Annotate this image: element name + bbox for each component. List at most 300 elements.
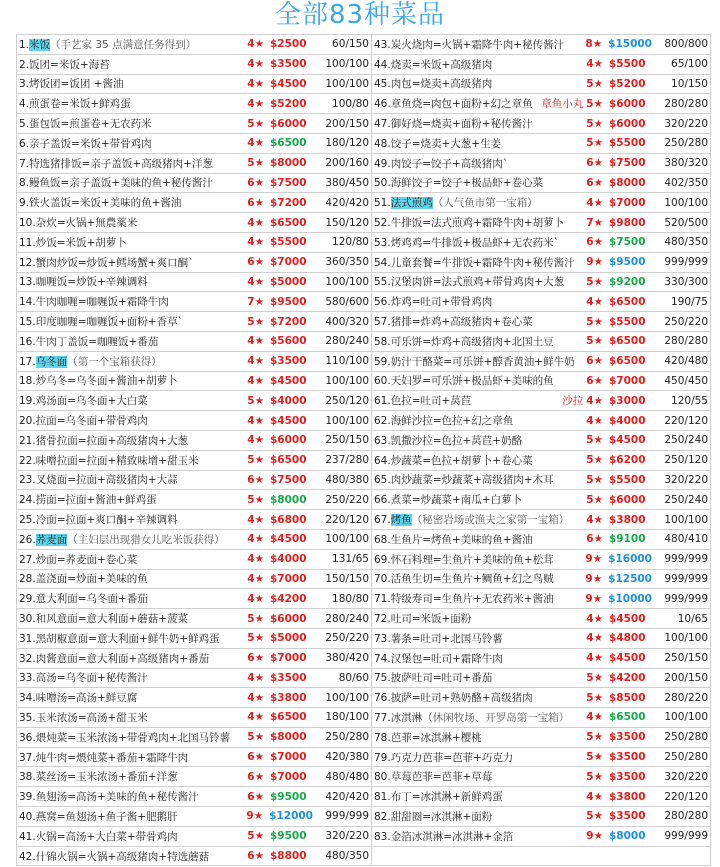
dish-cell	[374, 332, 708, 350]
dish-cell	[19, 530, 369, 548]
dish-entry	[372, 510, 711, 530]
dish-description	[19, 571, 247, 586]
dish-price: $5600	[270, 335, 307, 348]
dish-description	[19, 57, 247, 72]
dish-entry	[17, 589, 372, 609]
dish-fans: 131/65	[332, 553, 369, 566]
dish-entry	[17, 688, 372, 708]
star-rating: 6★	[586, 157, 603, 170]
table-row	[17, 747, 711, 767]
dish-cell	[374, 392, 708, 410]
dish-fans: 280/280	[664, 810, 708, 823]
dish-description	[19, 294, 247, 309]
dish-recipe: 儿童套餐=牛排饭+霜降牛肉+秘传酱汁	[390, 256, 575, 269]
dish-fans: 250/120	[664, 454, 708, 467]
dish-description	[374, 116, 586, 131]
dish-recipe: 生鱼片=烤鱼+美味的鱼+酱油	[390, 533, 533, 546]
dish-cell	[374, 788, 708, 806]
dish-price: $7200	[270, 315, 307, 328]
dish-price: $3500	[270, 355, 307, 368]
star-rating: 4★	[247, 236, 264, 249]
dish-price: $15000	[608, 38, 652, 51]
dish-cell	[374, 352, 708, 370]
dish-recipe: 铁火盖饭=米饭+美味的鱼+酱油	[29, 197, 182, 210]
dish-entry	[372, 411, 711, 431]
dish-cell	[19, 253, 369, 271]
dish-recipe: 叉烧面=拉面+高级猪肉+大蒜	[35, 474, 178, 487]
dish-price: $12000	[269, 810, 313, 823]
dish-description	[19, 175, 247, 190]
star-rating: 5★	[586, 117, 603, 130]
table-row	[17, 767, 711, 787]
dish-entry	[17, 54, 372, 74]
dish-note: （秘密岩场或渔夫之家第一宝箱）	[411, 514, 570, 527]
dish-number: 36.	[19, 731, 36, 744]
dish-price: $10000	[608, 592, 652, 605]
star-rating: 6★	[247, 850, 264, 863]
dish-cell	[19, 134, 369, 152]
dish-price: $5200	[270, 97, 307, 110]
dish-entry	[372, 609, 711, 629]
dish-recipe: 海鲜饺子=饺子+极品虾+卷心菜	[390, 177, 544, 190]
dish-cell	[19, 768, 369, 786]
dish-price: $7000	[270, 652, 307, 665]
dish-cell	[374, 372, 708, 390]
dish-description	[19, 76, 247, 91]
dish-entry	[372, 450, 711, 470]
star-rating: 8★	[585, 38, 603, 51]
dish-entry	[372, 688, 711, 708]
dish-entry	[17, 193, 372, 213]
dish-number: 51.	[374, 197, 391, 210]
dish-number: 13.	[19, 276, 36, 289]
dish-fans: 450/450	[664, 374, 708, 387]
dish-cell	[19, 807, 369, 825]
dish-number: 10.	[19, 217, 36, 230]
dish-number: 67.	[374, 514, 391, 527]
dish-number: 52.	[374, 217, 391, 230]
star-rating: 6★	[586, 533, 603, 546]
dish-entry	[17, 292, 372, 312]
dish-entry	[17, 391, 372, 411]
dish-number: 80.	[374, 771, 391, 784]
dish-recipe: 鸡汤面=乌冬面+大白菜	[35, 395, 148, 408]
dish-number: 4.	[19, 98, 30, 111]
dish-description	[374, 96, 541, 111]
dish-description	[19, 512, 247, 527]
dish-price: $7500	[270, 176, 307, 189]
dish-alias: 章鱼小丸	[541, 98, 584, 111]
star-rating: 4★	[586, 196, 603, 209]
dish-note: （主妇层出现猎女儿吃米饭获得）	[67, 533, 225, 546]
dish-price: $7000	[270, 256, 307, 269]
dish-price: $4500	[270, 77, 307, 90]
table-row	[17, 628, 711, 648]
dish-highlight-name: 荞麦面	[35, 533, 68, 546]
table-row	[17, 510, 711, 530]
dish-recipe: 活鱼生切=生鱼片+鲷鱼+幻之鸟贼	[390, 573, 554, 586]
dish-entry	[17, 846, 372, 866]
dish-number: 81.	[374, 791, 391, 804]
dish-cell	[374, 233, 708, 251]
dish-entry	[372, 549, 711, 569]
table-row	[17, 549, 711, 569]
dish-price: $3800	[609, 513, 646, 526]
dish-number: 12.	[19, 256, 36, 269]
dish-entry	[372, 569, 711, 589]
dish-entry	[372, 846, 711, 866]
dish-cell	[19, 352, 369, 370]
dish-description	[19, 215, 247, 230]
dish-price: $4200	[609, 671, 646, 684]
dish-number: 44.	[374, 58, 391, 71]
dish-fans: 100/100	[664, 196, 708, 209]
dish-price: $5000	[270, 632, 307, 645]
dish-description	[19, 255, 247, 270]
table-row	[17, 411, 711, 431]
dish-number: 60.	[374, 375, 391, 388]
dish-number: 23.	[19, 474, 36, 487]
dish-cell	[374, 827, 708, 845]
dish-note: （休闲牧场、开罗岛第一宝箱）	[422, 711, 570, 724]
dish-fans: 420/380	[325, 751, 369, 764]
dish-description	[19, 730, 247, 745]
dish-description	[374, 789, 586, 804]
dish-description	[374, 769, 586, 784]
dish-entry	[17, 628, 372, 648]
dish-description	[19, 235, 247, 250]
dish-entry	[17, 807, 372, 827]
dish-cell	[374, 708, 708, 726]
dish-cell	[374, 669, 708, 687]
dish-cell	[374, 748, 708, 766]
dish-fans: 120/80	[332, 236, 369, 249]
dish-number: 74.	[374, 652, 391, 665]
dish-price: $9500	[270, 830, 307, 843]
dish-number: 41.	[19, 830, 36, 843]
dish-price: $3500	[270, 671, 307, 684]
dish-number: 39.	[19, 791, 36, 804]
dish-fans: 480/350	[664, 236, 708, 249]
dish-price: $4500	[609, 652, 646, 665]
dish-description	[374, 37, 585, 52]
dish-number: 9.	[19, 197, 30, 210]
dish-description	[19, 354, 247, 369]
dish-price: $5500	[270, 236, 307, 249]
dish-cell	[374, 55, 708, 73]
dish-cell	[19, 649, 369, 667]
dish-recipe: 煨炖菜=玉米浓汤+带骨鸡肉+北国马铃薯	[35, 731, 231, 744]
dish-cell	[374, 649, 708, 667]
dish-cell	[374, 491, 708, 509]
dish-number: 5.	[19, 118, 30, 131]
star-rating: 5★	[586, 137, 603, 150]
dish-fans: 320/220	[325, 830, 369, 843]
table-row	[17, 153, 711, 173]
dish-entry	[372, 668, 711, 688]
dish-fans: 280/240	[325, 612, 369, 625]
table-row	[17, 787, 711, 807]
star-rating: 7★	[247, 295, 264, 308]
star-rating: 5★	[247, 731, 264, 744]
dish-recipe: 烤鸡鸡=牛排饭+极品虾+无农药米`	[390, 236, 559, 249]
table-row	[17, 668, 711, 688]
dish-fans: 250/280	[664, 731, 708, 744]
dish-number: 24.	[19, 494, 36, 507]
dish-price: $4800	[609, 632, 646, 645]
dish-cell	[374, 471, 708, 489]
dish-cell	[19, 313, 369, 331]
dish-price: $9800	[609, 216, 646, 229]
dish-description	[374, 611, 586, 626]
dish-fans: 100/100	[325, 77, 369, 90]
dish-entry	[372, 272, 711, 292]
dish-price: $8000	[270, 731, 307, 744]
dish-fans: 100/100	[664, 513, 708, 526]
dish-recipe: 色拉=吐司+莴苣	[390, 395, 472, 408]
dish-price: $7000	[609, 196, 646, 209]
dish-description	[374, 255, 586, 270]
dish-entry	[372, 312, 711, 332]
star-rating: 4★	[247, 216, 264, 229]
dish-price: $5500	[609, 473, 646, 486]
dish-entry	[372, 153, 711, 173]
dish-cell	[374, 214, 708, 232]
dish-cell	[19, 511, 369, 529]
dish-fans: 999/999	[325, 810, 369, 823]
dish-description	[19, 195, 247, 210]
dish-price: $4000	[609, 414, 646, 427]
dish-entry	[372, 252, 711, 272]
dish-recipe: 章鱼烧=肉包+面粉+幻之章鱼	[390, 98, 533, 111]
dish-fans: 380/450	[325, 176, 369, 189]
dish-price: $8000	[609, 176, 646, 189]
dish-entry	[372, 292, 711, 312]
dish-fans: 420/420	[325, 790, 369, 803]
dish-fans: 200/160	[325, 157, 369, 170]
dish-description	[19, 631, 247, 646]
dish-description	[374, 730, 586, 745]
dish-description	[19, 136, 247, 151]
dish-recipe: 巧克力芭菲=芭菲+巧克力	[390, 751, 514, 764]
table-row	[17, 708, 711, 728]
dish-price: $6500	[609, 335, 646, 348]
dish-note: （手艺家 35 点满意任务得到）	[50, 38, 197, 51]
table-row	[17, 450, 711, 470]
dish-cell	[19, 214, 369, 232]
dish-recipe: 意大利面=乌冬面+番茄	[35, 593, 148, 606]
star-rating: 4★	[247, 434, 264, 447]
star-rating: 5★	[247, 632, 264, 645]
dish-cell	[19, 431, 369, 449]
dish-price: $7500	[609, 236, 646, 249]
dish-number: 22.	[19, 454, 36, 467]
dish-description	[374, 690, 586, 705]
dish-price: $6500	[270, 454, 307, 467]
dish-number: 25.	[19, 514, 36, 527]
dish-number: 73.	[374, 632, 391, 645]
dish-description	[374, 809, 586, 824]
dish-recipe: 炒面=荞麦面+卷心菜	[35, 553, 138, 566]
dish-price: $9500	[270, 295, 307, 308]
dish-price: $12500	[608, 572, 652, 585]
dish-price: $6800	[270, 513, 307, 526]
dish-cell	[19, 273, 369, 291]
dish-recipe: 冷面=拉面+爽口酮+辛辣调料	[35, 514, 178, 527]
dish-recipe: 布丁=冰淇淋+新鲜鸡蛋	[390, 791, 503, 804]
dish-price: $16000	[608, 553, 652, 566]
star-rating: 4★	[247, 58, 264, 71]
dish-price: $6200	[609, 454, 646, 467]
dish-recipe: 特选猪排饭=亲子盖饭+高级猪肉+洋葱	[29, 157, 213, 170]
dish-price: $6000	[270, 434, 307, 447]
dish-recipe: 盖浇面=炒面+美味的鱼	[35, 573, 148, 586]
dish-recipe: 披萨=吐司+熟奶酪+高级猪肉	[390, 692, 533, 705]
star-rating: 4★	[586, 711, 603, 724]
dish-recipe: 鱼翅汤=高汤+美味的鱼+秘传酱汁	[35, 791, 199, 804]
dish-price: $6000	[270, 612, 307, 625]
dish-cell	[19, 154, 369, 172]
star-rating: 5★	[247, 315, 264, 328]
dish-cell	[374, 115, 708, 133]
dish-recipe: 草莓芭菲=芭菲+草莓	[390, 771, 493, 784]
star-rating: 6★	[586, 374, 603, 387]
dish-recipe: 黑胡椒意面=意大利面+鲜牛奶+鲜鸡蛋	[35, 632, 220, 645]
dish-cell	[374, 511, 708, 529]
dish-price: $7000	[270, 751, 307, 764]
dish-cell	[374, 35, 708, 53]
dish-fans: 480/410	[664, 533, 708, 546]
table-row	[17, 133, 711, 153]
dish-price: $7000	[270, 572, 307, 585]
dish-price: $7000	[270, 770, 307, 783]
table-row	[17, 173, 711, 193]
dish-number: 77.	[374, 711, 391, 724]
dish-number: 6.	[19, 137, 30, 150]
dish-fans: 100/100	[325, 691, 369, 704]
dish-price: $8000	[270, 493, 307, 506]
dish-fans: 150/120	[325, 216, 369, 229]
dish-entry	[372, 430, 711, 450]
dish-number: 48.	[374, 137, 391, 150]
dish-fans: 360/350	[325, 256, 369, 269]
dish-entry	[17, 510, 372, 530]
dish-fans: 520/500	[664, 216, 708, 229]
dish-description	[19, 670, 247, 685]
dish-fans: 280/240	[325, 335, 369, 348]
dish-description	[19, 472, 247, 487]
dish-description	[19, 156, 247, 171]
dish-recipe: 牛肉咖喱=咖喱饭+霜降牛肉	[35, 296, 169, 309]
dish-cell	[19, 233, 369, 251]
dish-entry	[372, 94, 711, 114]
dish-number: 64.	[374, 454, 391, 467]
dish-price: $8500	[609, 691, 646, 704]
dish-description	[19, 750, 247, 765]
dish-number: 57.	[374, 316, 391, 329]
dish-recipe: 捞面=拉面+酱油+鲜鸡蛋	[35, 494, 157, 507]
dish-description	[374, 472, 586, 487]
star-rating: 7★	[586, 216, 603, 229]
dish-description	[374, 294, 586, 309]
table-row	[17, 807, 711, 827]
dish-cell	[19, 570, 369, 588]
dish-number: 14.	[19, 296, 36, 309]
table-row	[17, 846, 711, 866]
dish-price: $5200	[609, 77, 646, 90]
dish-entry	[17, 549, 372, 569]
dish-description	[374, 274, 586, 289]
dish-cell	[19, 590, 369, 608]
dish-cell	[19, 95, 369, 113]
dish-recipe: 咖喱饭=炒饭+辛辣调料	[35, 276, 148, 289]
dish-recipe: 炒饭=米饭+胡萝卜	[35, 236, 127, 249]
table-row	[17, 252, 711, 272]
dish-number: 54.	[374, 256, 391, 269]
dish-price: $7000	[609, 374, 646, 387]
dish-fans: 480/350	[325, 850, 369, 863]
dish-recipe: 披萨吐司=吐司+番茄	[390, 672, 493, 685]
dish-price: $6500	[609, 711, 646, 724]
dish-description	[19, 334, 247, 349]
dish-number: 42.	[19, 850, 36, 863]
dish-entry	[17, 668, 372, 688]
dish-recipe: 蛋包饭=煎蛋卷+无农药米	[29, 118, 152, 131]
table-row	[17, 688, 711, 708]
dish-entry	[372, 747, 711, 767]
dish-fans: 110/100	[325, 355, 369, 368]
dish-number: 63.	[374, 434, 391, 447]
dish-cell	[19, 748, 369, 766]
dish-note: （第一个宝箱获得）	[67, 355, 162, 368]
dish-entry	[17, 74, 372, 94]
star-rating: 4★	[586, 295, 603, 308]
dish-recipe: 炒乌冬=乌冬面+酱油+胡萝卜	[35, 375, 178, 388]
dish-description	[374, 651, 586, 666]
table-row	[17, 569, 711, 589]
dish-fans: 200/150	[325, 117, 369, 130]
table-row	[17, 292, 711, 312]
dish-recipe: 奶汁干酪菜=可乐饼+醇香黄油+鲜牛奶	[390, 355, 575, 368]
dish-fans: 999/999	[664, 830, 708, 843]
dish-price: $4500	[609, 612, 646, 625]
dish-price: $6500	[270, 711, 307, 724]
dish-price: $6500	[270, 137, 307, 150]
dish-cell	[19, 610, 369, 628]
dish-entry	[17, 470, 372, 490]
dish-entry	[372, 133, 711, 153]
dish-fans: 60/150	[332, 38, 369, 51]
dish-entry	[372, 787, 711, 807]
dish-cell	[374, 75, 708, 93]
dish-fans: 320/220	[664, 473, 708, 486]
dish-description	[374, 76, 586, 91]
dish-number: 78.	[374, 731, 391, 744]
dish-description	[19, 611, 247, 626]
dish-description	[374, 334, 586, 349]
dish-recipe: 味噌拉面=拉面+精致味增+甜玉米	[35, 454, 199, 467]
dish-description	[374, 631, 586, 646]
dish-number: 50.	[374, 177, 391, 190]
dish-fans: 480/380	[325, 473, 369, 486]
dish-fans: 220/120	[325, 513, 369, 526]
table-row	[17, 54, 711, 74]
dish-number: 31.	[19, 632, 36, 645]
table-row	[17, 371, 711, 391]
star-rating: 5★	[586, 751, 603, 764]
dish-fans: 250/280	[664, 751, 708, 764]
dish-entry	[17, 351, 372, 371]
